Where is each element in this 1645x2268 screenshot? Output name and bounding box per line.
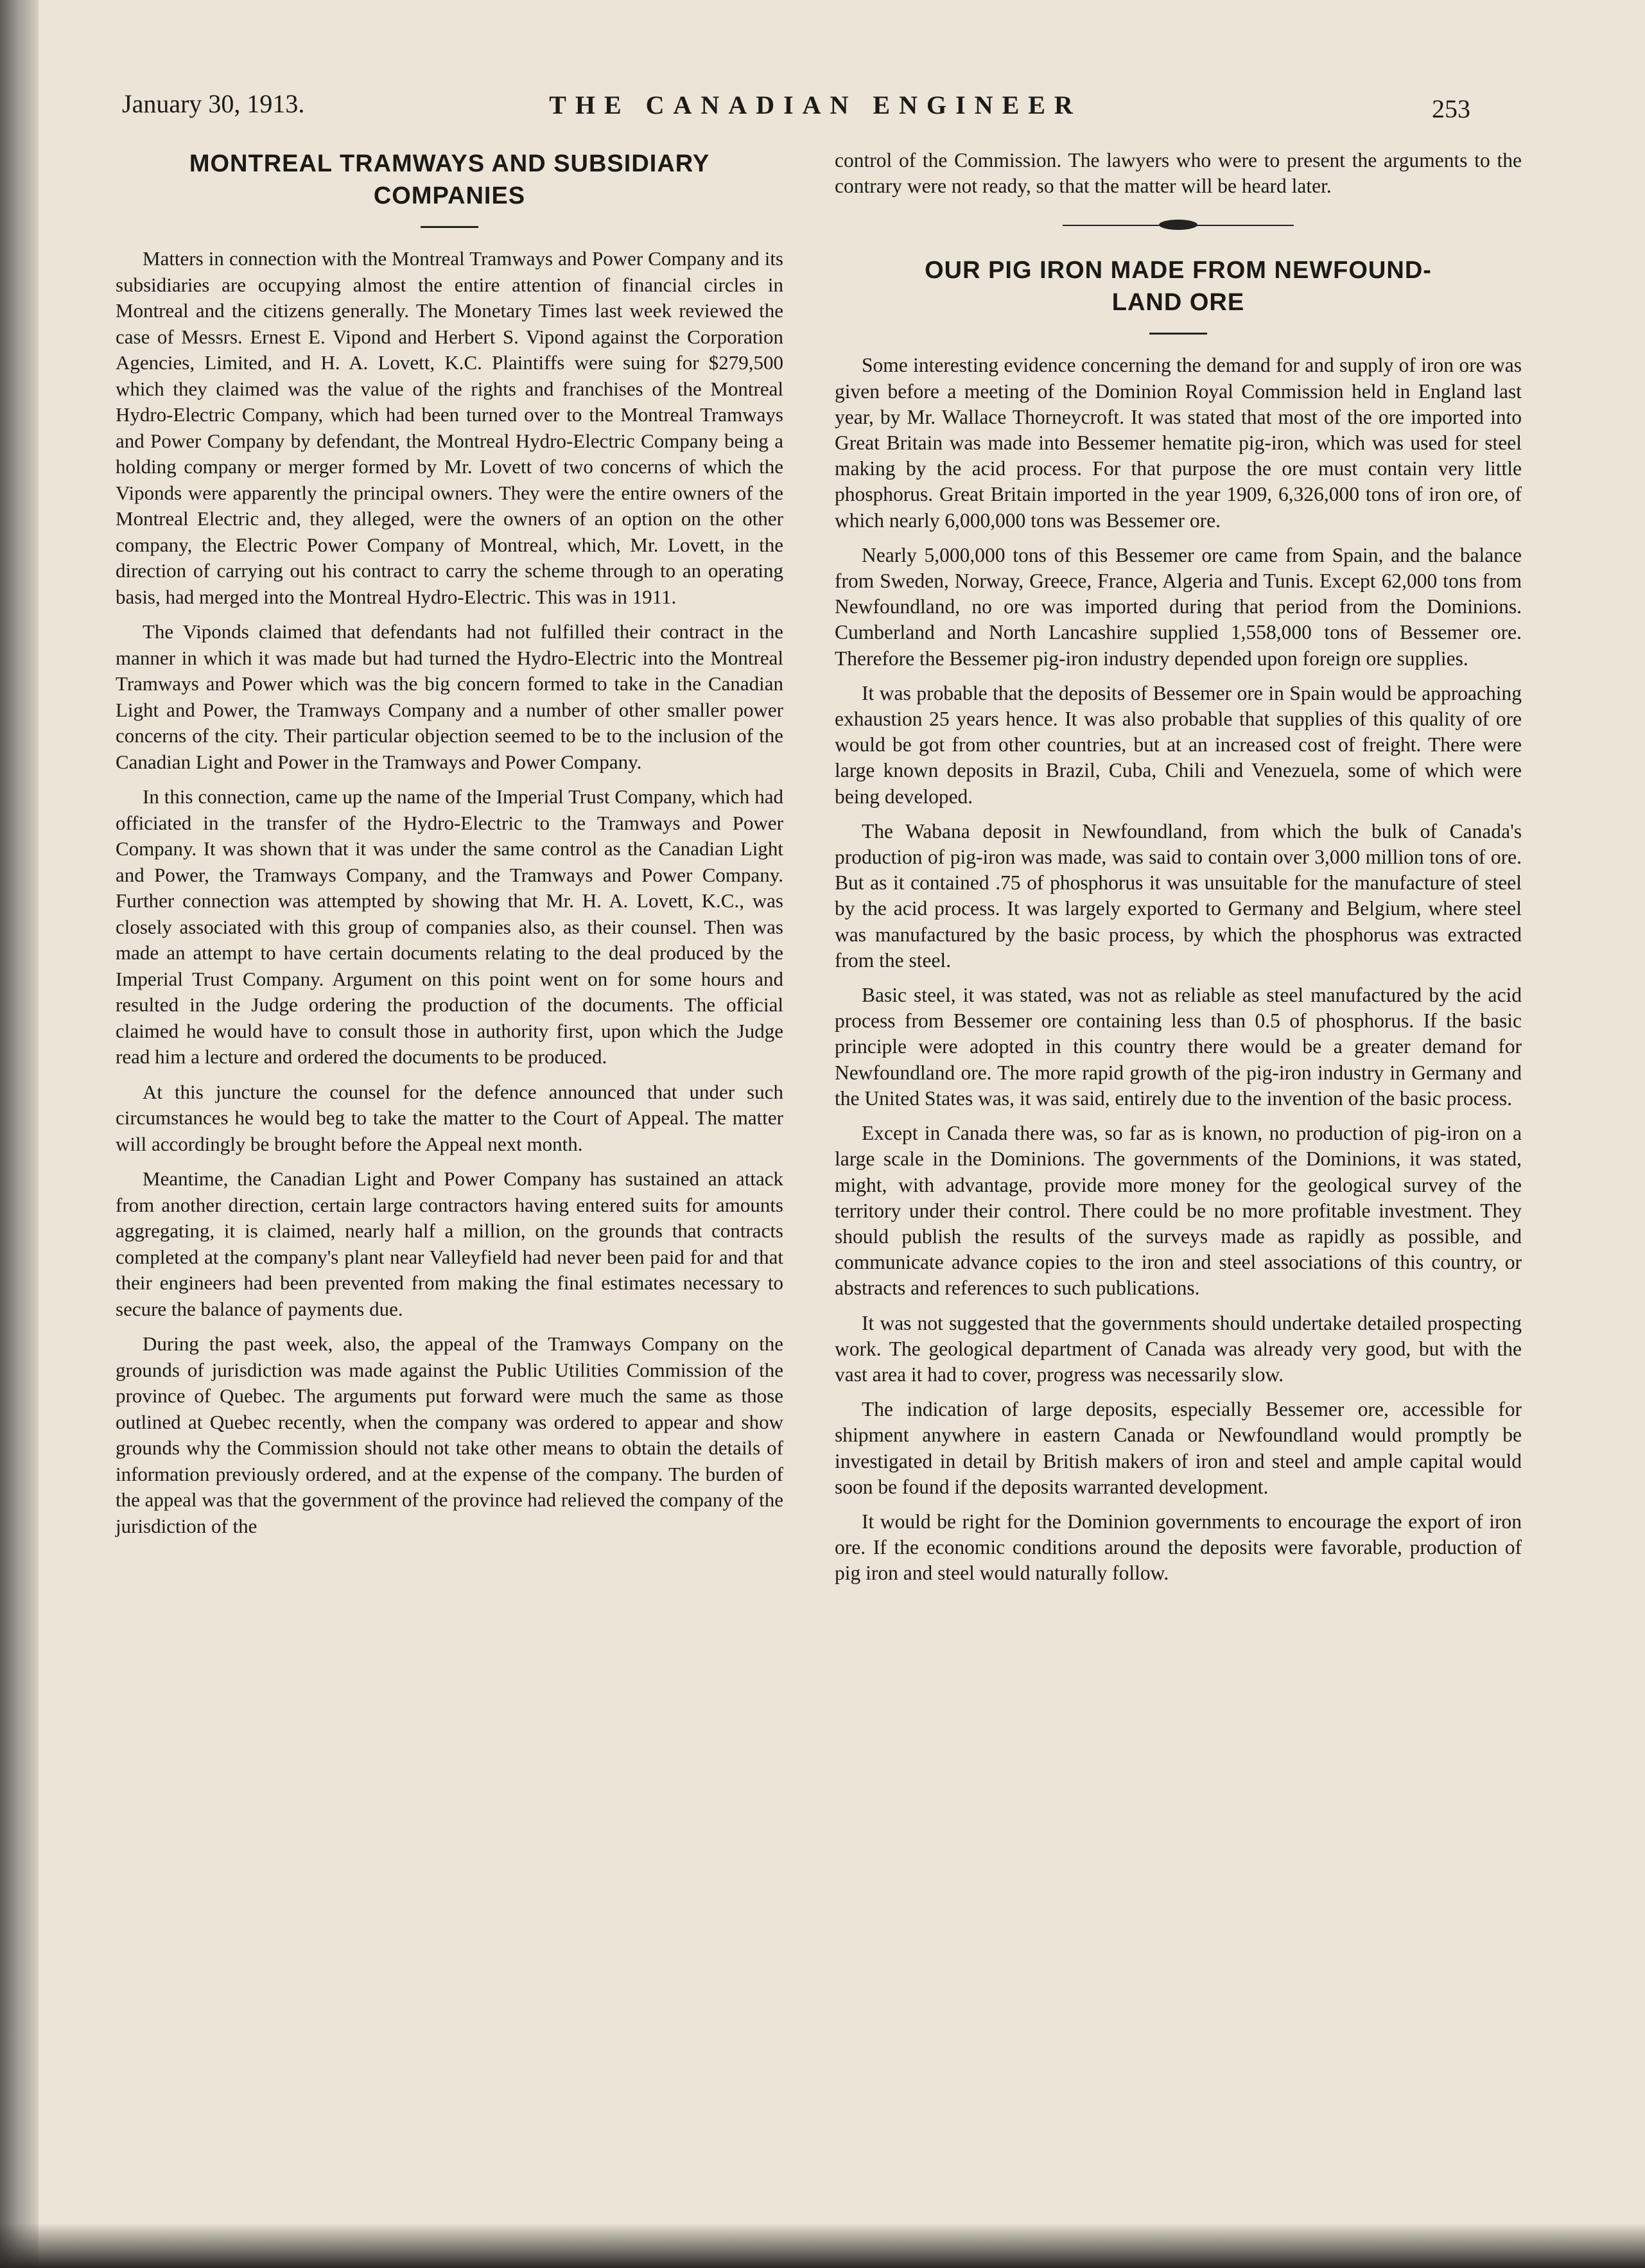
page-number: 253: [1432, 94, 1470, 123]
left-column: [116, 148, 783, 1539]
title-rule: [421, 226, 478, 228]
article2-paragraph-8: The indication of large deposits, especially Bessemer ore, accessible for shipment anywhere in eastern Canada or Newfoundland would promptly be investigated in detail by British makers of iron and steel and ample capital would soon be found if the deposits warranted development.: [835, 1398, 1522, 1498]
article2-paragraph-3: It was probable that the deposits of Bessemer ore in Spain would be approaching exhaustion 25 years hence. It was also probable that supplies of this quality of ore would be got from other countries, but at an increased cost of freight. There were large known deposits in Brazil, Cuba, Chili and Venezuela, some of which were being developed.: [835, 681, 1522, 808]
article1-paragraph-6: During the past week, also, the appeal of the Tramways Company on the grounds of jurisdiction was made against the Public Utilities Commission of the province of Quebec. The arguments put forward were much the same as those outlined at Quebec recently, when the company was ordered to appear and show grounds why the Commission should not take other means to obtain the details of information previously ordered, and at the expense of the company. The burden of the appeal was that the government of the province had relieved the company of the jurisdiction of the: [116, 1332, 783, 1537]
journal-title: THE CANADIAN ENGINEER: [549, 91, 1082, 119]
book-spine-shadow: [0, 0, 39, 2268]
article2-paragraph-1: Some interesting evidence concerning the demand for and supply of iron ore was given before a meeting of the Dominion Royal Commission held in England last year, by Mr. Wallace Thorneycroft. It was stated that most of the ore imported into Great Britain was made into Bessemer hematite pig-iron, which was used for steel making by the acid process. For that purpose the ore must contain very little phosphorus. Great Britain imported in the year 1909, 6,326,000 tons of iron ore, of which nearly 6,000,000 tons was Bessemer ore.: [835, 354, 1522, 532]
article2-paragraph-7: It was not suggested that the governments should undertake detailed prospecting work. The geological department of Canada was already very good, but with the vast area it had to cover, progress was necessarily slow.: [835, 1311, 1522, 1386]
article2-paragraph-6: Except in Canada there was, so far as is known, no production of pig-iron on a large scale in the Dominions. The governments of the Dominions, it was stated, might, with advantage, provide more money for the geological survey of the territory under their control. There could be no more profitable investment. They should publish the results of the surveys made as rapidly as possible, and communicate advance copies to the iron and steel associations of this country, or abstracts and references to such publications.: [835, 1122, 1522, 1300]
article1-paragraph-3: In this connection, came up the name of the Imperial Trust Company, which had officiated in the transfer of the Hydro-Electric to the Tramways and Power Company. It was shown that it was under the same control as the Canadian Light and Power, the Tramways Company, and the Tramways and Power Company. Further connection was attempted by showing that Mr. H. A. Lovett, K.C., was closely associated with this group of companies also, as their counsel. Then was made an attempt to have certain documents relating to the deal produced by the Imperial Trust Company. Argument on this point went on for some hours and resulted in the Judge ordering the production of the documents. The official claimed he would have to consult those in authority first, upon which the Judge read him a lecture and ordered the documents to be produced.: [116, 785, 783, 1068]
title-rule: [1149, 333, 1207, 335]
article1-title: [116, 148, 783, 212]
running-head: [96, 77, 1535, 128]
article2-paragraph-5: Basic steel, it was stated, was not as reliable as steel manufactured by the acid process from Bessemer ore containing less than 0.5 of phosphorus. If the basic principle were adopted in this country there would be a greater demand for Newfoundland ore. The more rapid growth of the pig-iron industry in Germany and the United States was, it was said, entirely due to the invention of the basic process.: [835, 984, 1522, 1110]
article1-title-line1: MONTREAL TRAMWAYS AND SUBSIDIARY: [189, 150, 710, 177]
article1-title-line2: COMPANIES: [373, 182, 526, 209]
article2-title-line1: OUR PIG IRON MADE FROM NEWFOUND-: [925, 257, 1432, 284]
section-divider: [1063, 218, 1294, 232]
article1-paragraph-1: Matters in connection with the Montreal Tramways and Power Company and its subsidiaries are occupying almost the entire attention of financial circles in Montreal and the citizens generally. The Monetary Times last week reviewed the case of Messrs. Ernest E. Vipond and Herbert S. Vipond against the Corporation Agencies, Limited, and H. A. Lovett, K.C. Plaintiffs were suing for $279,500 which they claimed was the value of the rights and franchises of the Montreal Hydro-Electric Company, which had been turned over to the Montreal Tramways and Power Company by defendant, the Montreal Hydro-Electric Company being a holding company or merger formed by Mr. Lovett of two concerns of which the Viponds were apparently the principal owners. They were the entire owners of the Montreal Electric and, they alleged, were the owners of an option on the other company, the Electric Power Company of Montreal, which, Mr. Lovett, in the direction of carrying out his contract to carry the scheme through to an operating basis, had merged into the Montreal Hydro-Electric. This was in 1911.: [116, 247, 783, 608]
divider-ornament: [1159, 220, 1197, 230]
article2-paragraph-4: The Wabana deposit in Newfoundland, from which the bulk of Canada's production of pig-iron was made, was said to contain over 3,000 million tons of ore. But as it contained .75 of phosphorus it was unsuitable for the manufacture of steel by the acid process. It was largely exported to Germany and Belgium, where steel was manufactured by the basic process, by which the phosphorus was extracted from the steel.: [835, 819, 1522, 972]
right-column: [835, 148, 1522, 1587]
article2-title: [835, 254, 1522, 318]
article2-paragraph-2: Nearly 5,000,000 tons of this Bessemer ore came from Spain, and the balance from Sweden, Norway, Greece, France, Algeria and Tunis. Except 62,000 tons from Newfoundland, no ore was imported during that period from the Dominions. Cumberland and North Lancashire supplied 1,558,000 tons of Bessemer ore. Therefore the Bessemer pig-iron industry depended upon foreign ore supplies.: [835, 543, 1522, 670]
article1-paragraph-4: At this juncture the counsel for the defence announced that under such circumstances he would beg to take the matter to the Court of Appeal. The matter will accordingly be brought before the Appeal next month.: [116, 1080, 783, 1155]
article1-paragraph-2: The Viponds claimed that defendants had not fulfilled their contract in the manner in which it was made but had turned the Hydro-Electric into the Montreal Tramways and Power which was the big concern formed to take in the Canadian Light and Power, the Tramways Company and a number of other smaller power concerns of the city. Their particular objection seemed to be to the inclusion of the Canadian Light and Power in the Tramways and Power Company.: [116, 620, 783, 773]
page-bottom-shadow: [0, 2223, 1645, 2268]
issue-date: January 30, 1913.: [122, 89, 305, 118]
article2-title-line2: LAND ORE: [1111, 289, 1245, 317]
article1-continuation: control of the Commission. The lawyers who were to present the arguments to the contrary were not ready, so that the matter will be heard later.: [835, 149, 1522, 198]
journal-page: [96, 77, 1535, 2196]
article1-paragraph-5: Meantime, the Canadian Light and Power Company has sustained an attack from another direction, certain large contractors having entered suits for amounts aggregating, it is claimed, nearly half a million, on the grounds that contracts completed at the company's plant near Valleyfield had never been paid for and that their engineers had been prevented from making the final estimates necessary to secure the balance of payments due.: [116, 1167, 783, 1320]
article2-paragraph-9: It would be right for the Dominion governments to encourage the export of iron ore. If the economic conditions around the deposits were favorable, production of pig iron and steel would naturally follow.: [835, 1510, 1522, 1585]
